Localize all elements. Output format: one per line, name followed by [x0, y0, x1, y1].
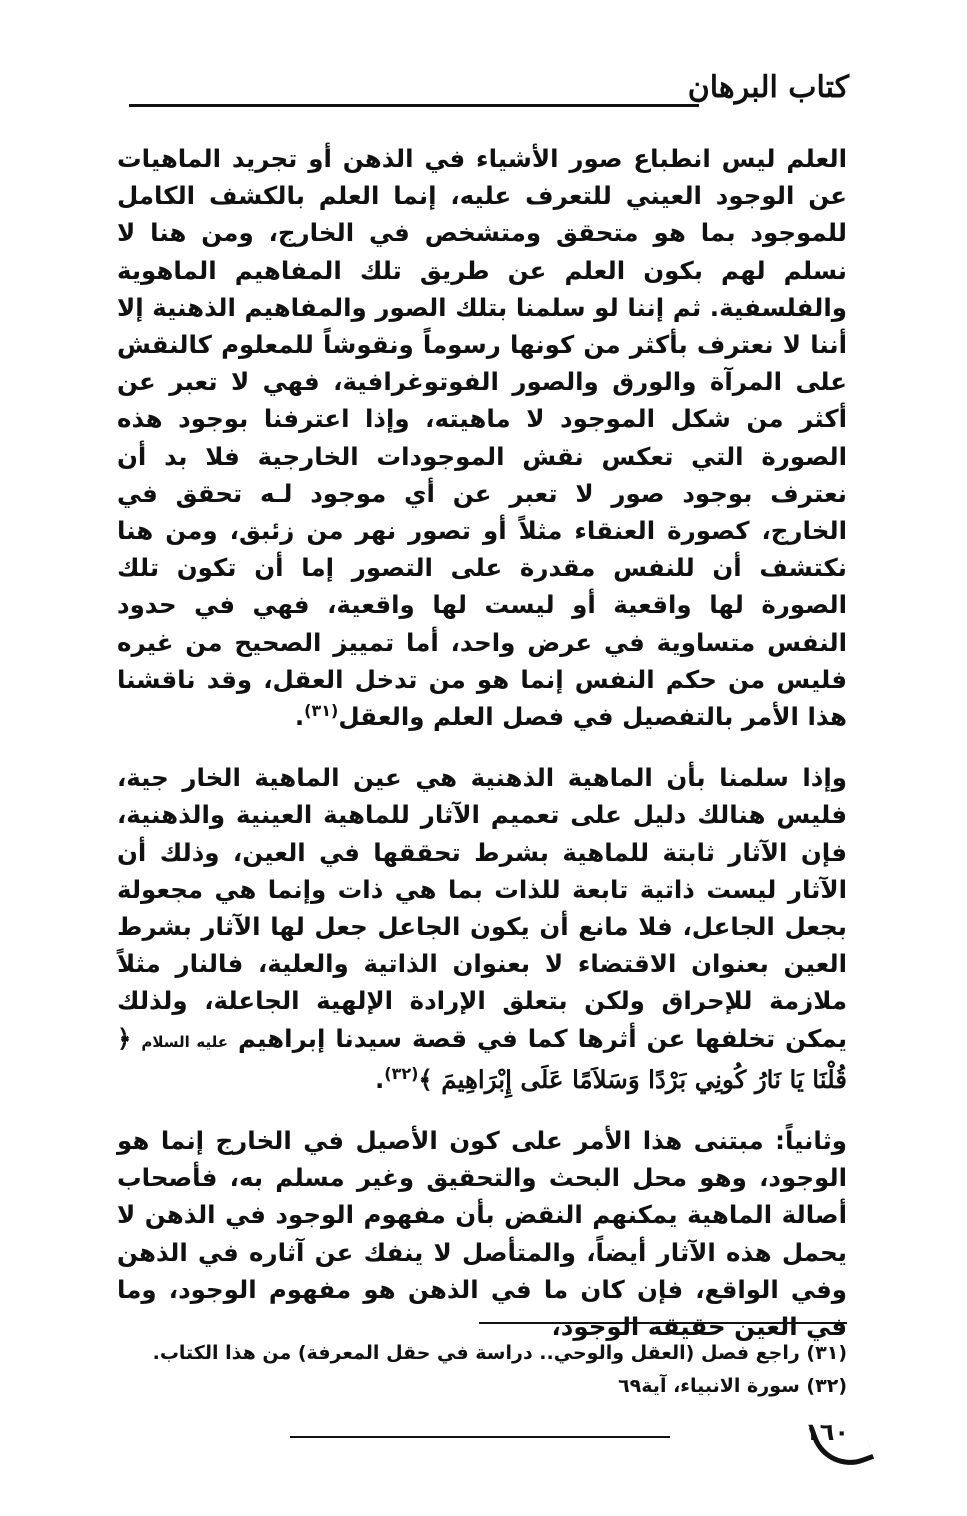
bottom-rule: [290, 1436, 670, 1438]
paragraph-2-text: وإذا سلمنا بأن الماهية الذهنية هي عين الماهية الخار جية، فليس هنالك دليل على تعميم الآثار للماهية العينية والذهنية، فإن الآثار ثابتة للماهية بشرط تحققها في العين، وذلك أن الآثار ليست ذاتية تابعة للذات بما هي ذات وإنما هي مجعولة بجعل الجاعل، فلا مانع أن يكون الجاعل جعل لها الآثار بشرط العين بعنوان الاقتضاء لا بعنوان الذاتية والعلية، فالنار مثلاً ملازمة للإحراق ولكن بتعلق الإرادة الإلهية الجاعلة، ولذلك يمكن تخلفها عن أثرها كما في قصة سيدنا إبراهيم: [117, 763, 848, 1053]
footnotes: [117, 1337, 847, 1403]
footnote-31: (٣١) راجع فصل (العقل والوحي.. دراسة في حقل المعرفة) من هذا الكتاب.: [152, 1342, 847, 1364]
paragraph-1: [117, 140, 847, 735]
paragraph-3: [117, 1122, 847, 1345]
header-rule: [129, 104, 699, 107]
honorific: عليه السلام: [141, 1032, 228, 1051]
running-header: [129, 62, 849, 122]
paragraph-2: [117, 759, 847, 1098]
body-text: [117, 140, 847, 1345]
footnote-ref-32: (٣٢): [384, 1063, 419, 1083]
paragraph-2-end: .: [374, 1064, 385, 1094]
quran-verse: ﴿ قُلْنَا يَا نَارُ كُونِي بَرْدًا وَسَلاَمًا عَلَى إِبْرَاهِيمَ ﴾: [117, 1023, 847, 1094]
paragraph-1-end: .: [294, 702, 305, 732]
footnote-rule: [479, 1322, 847, 1324]
paragraph-1-text: العلم ليس انطباع صور الأشياء في الذهن أو تجريد الماهيات عن الوجود العيني للتعرف عليه، إنما العلم بالكشف الكامل للموجود بما هو متحقق ومتشخص في الخارج، ومن هنا لا نسلم لهم بكون العلم عن طريق تلك المفاهيم الماهوية والفلسفية. ثم إننا لو سلمنا بتلك الصور والمفاهيم الذهنية إلا أننا لا نعترف بأكثر من كونها رسوماً ونقوشاً للمعلوم كالنقش على المرآة والورق والصور الفوتوغرافية، فهي لا تعبر عن أكثر من شكل الموجود لا ماهيته، وإذا اعترفنا بوجود هذه الصورة التي تعكس نقش الموجودات الخارجية فلا بد أن نعترف بوجود صور لا تعبر عن أي موجود لـه تحقق في الخارج، كصورة العنقاء مثلاً أو تصور نهر من زئبق، ومن هنا نكتشف أن للنفس مقدرة على التصور إما أن تكون تلك الصورة لها واقعية أو ليست لها واقعية، فهي في حدود النفس متساوية في عرض واحد، أما تمييز الصحيح من غيره فليس من حكم النفس إنما هو من تدخل العقل، وقد ناقشنا هذا الأمر بالتفصيل في فصل العلم والعقل: [117, 144, 847, 732]
page-number: ١٦٠: [805, 1418, 849, 1446]
footnote-ref-31: (٣١): [304, 700, 339, 720]
footnote-32: (٣٢) سورة الانبياء، آية٦٩: [618, 1375, 847, 1397]
book-title-logo: كتاب البرهان: [687, 70, 849, 105]
paragraph-3-text: وثانياً: مبتنى هذا الأمر على كون الأصيل في الخارج إنما هو الوجود، وهو محل البحث والتحقيق وغير مسلم به، فأصحاب أصالة الماهية يمكنهم النقض بأن مفهوم الوجود في الذهن لا يحمل هذه الآثار أيضاً، والمتأصل لا ينفك عن آثاره في الذهن وفي الواقع، فإن كان ما في الذهن هو مفهوم الوجود، وما في العين حقيقة الوجود،: [117, 1126, 847, 1342]
